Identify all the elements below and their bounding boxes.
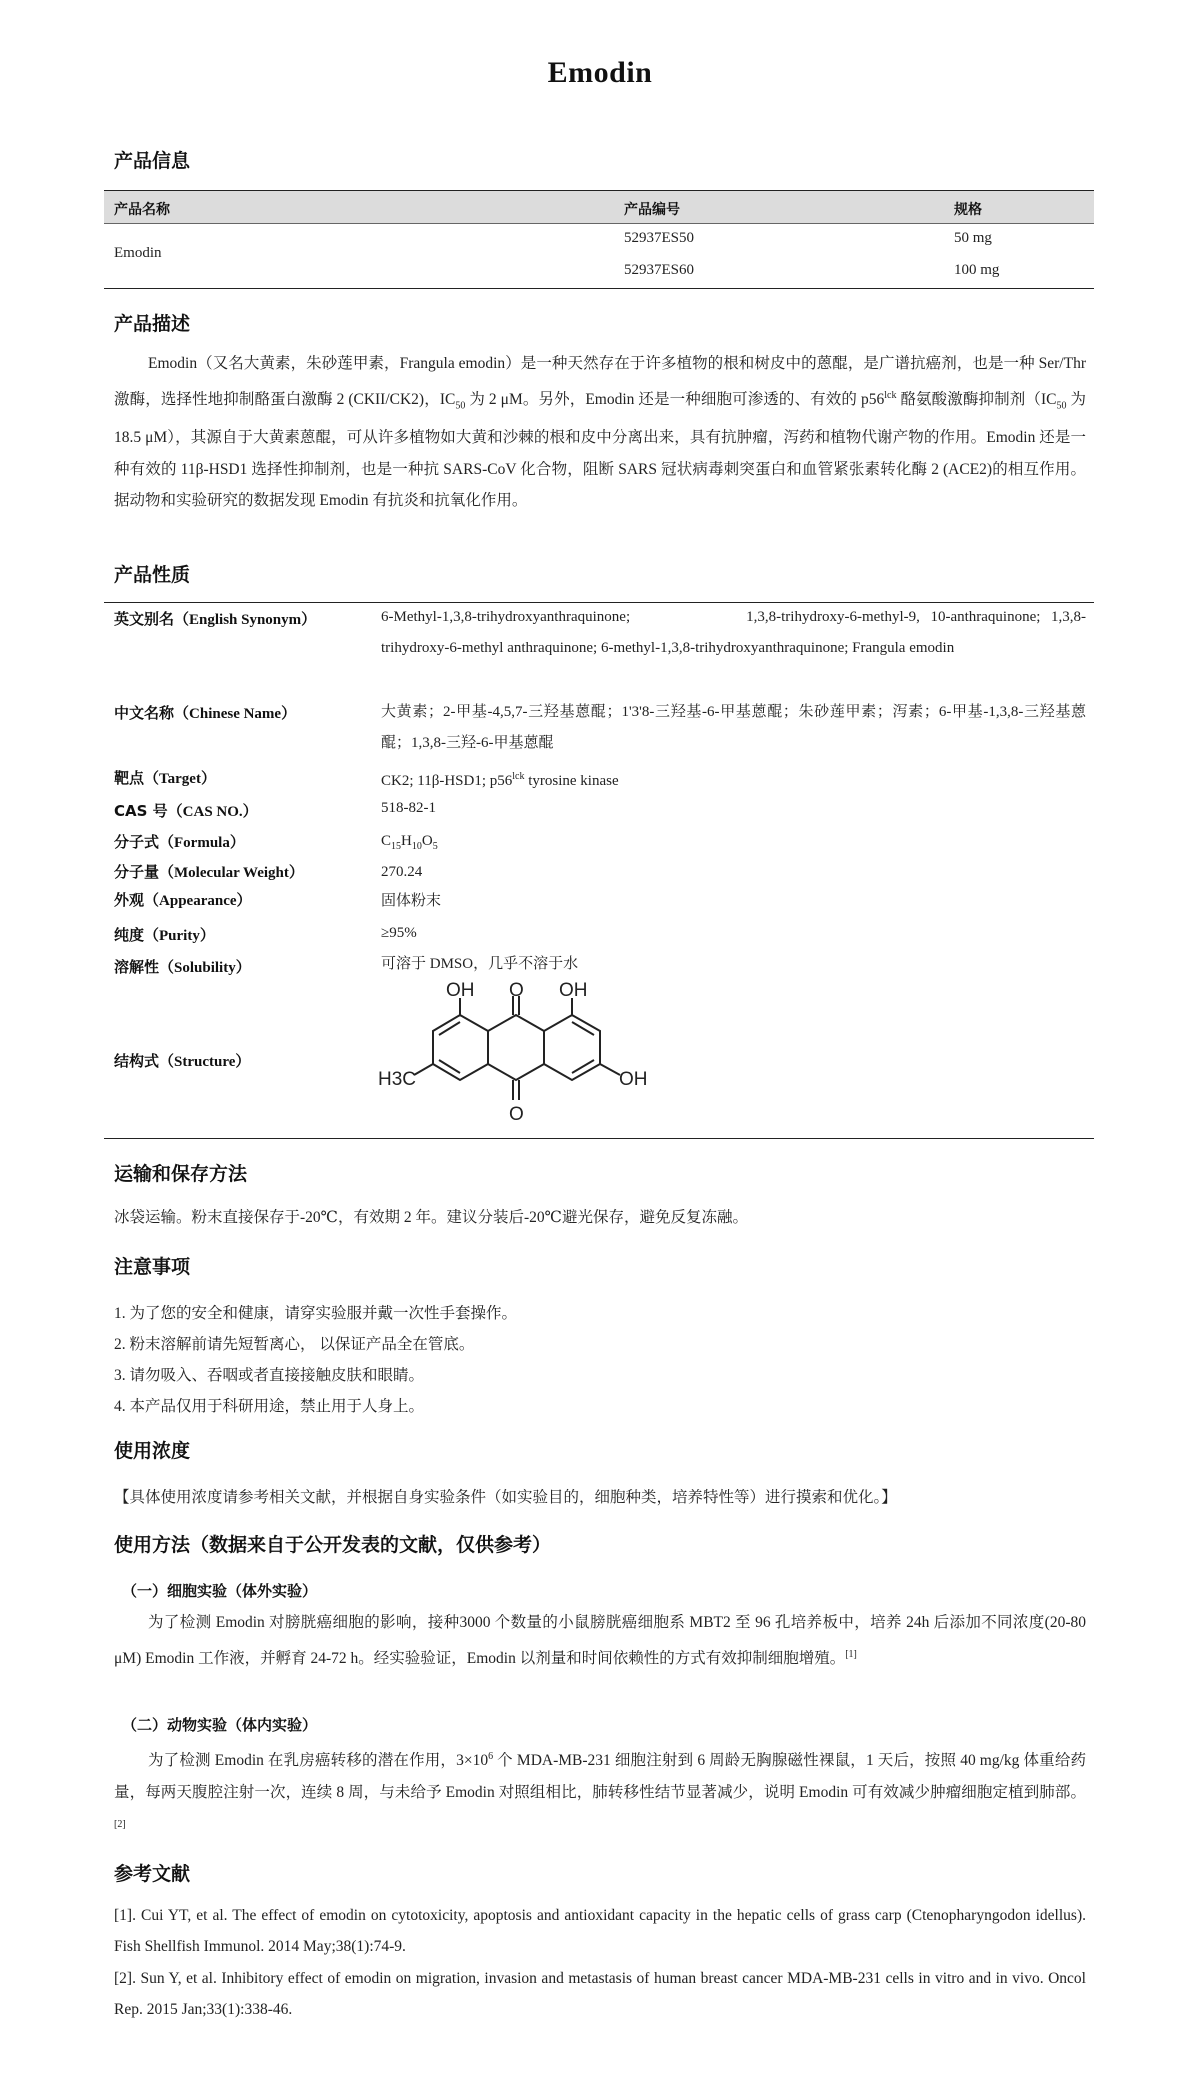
note-item-3: 3. 请勿吸入、吞咽或者直接接触皮肤和眼睛。 [114, 1367, 425, 1384]
cell-experiment-paragraph: 为了检测 Emodin 对膀胱癌细胞的影响，接种3000 个数量的小鼠膀胱癌细胞系 MBT2 至 96 孔培养板中，培养 24h 后添加不同浓度(20-80 μM) Emodin 工作液，并孵育 24-72 h。经实验验证，Emodin 以剂量和时间依赖性的方式有效抑制细胞增殖。[1] [114, 1614, 1086, 1667]
mw-label: 分子量（Molecular Weight） [114, 863, 304, 881]
note-item-2: 2. 粉末溶解前请先短暂离心， 以保证产品全在管底。 [114, 1336, 475, 1353]
concentration-text: 【具体使用浓度请参考相关文献，并根据自身实验条件（如实验目的，细胞种类，培养特性等）进行摸索和优化。】 [114, 1489, 897, 1506]
info-spec-2: 100 mg [954, 262, 1000, 278]
cas-value: 518-82-1 [381, 800, 436, 816]
mw-value: 270.24 [381, 864, 423, 880]
info-code-1: 52937ES50 [624, 230, 695, 246]
formula-value: $C_{15}H_{10}O_5$ [381, 833, 438, 852]
properties-bottom-rule [104, 1138, 1094, 1139]
info-header-spec: 规格 [954, 202, 982, 218]
description-paragraph: Emodin（又名大黄素，朱砂莲甲素，Frangula emodin）是一种天然存在于许多植物的根和树皮中的蒽醌，是广谱抗癌剂，也是一种 Ser/Thr 激酶，选择性地抑制酪蛋白激酶 2 (CKII/CK2)，$IC_{50}$ 为 2 μM。另外，Emodin 还是一种细胞可渗透的、有效的 $p56^{lck}$ 酪氨酸激酶抑制剂（$IC_{50}$ 为 18.5 μM），其源自于大黄素蒽醌，可从许多植物如大黄和沙棘的根和皮中分离出来，具有抗肿瘤，泻药和植物代谢产物的作用。Emodin 还是一种有效的 11β-HSD1 选择性抑制剂，也是一种抗 SARS-CoV 化合物，阻断 SARS 冠状病毒刺突蛋白和血管紧张素转化酶 2 (ACE2)的相互作用。据动物和实验研究的数据发现 Emodin 有抗炎和抗氧化作用。 [114, 355, 1086, 510]
cas-label: CAS 号（CAS NO.） [114, 802, 258, 820]
section-notes-heading: 注意事项 [114, 1256, 191, 1278]
reference-1: [1]. Cui YT, et al. The effect of emodin on cytotoxicity, apoptosis and antioxidant capacity in the hepatic cells of grass carp (Ctenopharyngodon idellus). Fish Shellfish Immunol. 2014 May;38(1):74-9. [114, 1907, 1086, 1955]
section-method-heading: 使用方法（数据来自于公开发表的文献，仅供参考） [114, 1534, 552, 1556]
section-product-info-heading: 产品信息 [114, 150, 191, 172]
info-header-code: 产品编号 [624, 202, 680, 218]
section-concentration-heading: 使用浓度 [114, 1440, 191, 1462]
solubility-label: 溶解性（Solubility） [114, 958, 251, 976]
structure-o-top: O [509, 982, 524, 1001]
target-value: CK2; 11β-HSD1; $p56^{lck}$ tyrosine kinase [381, 771, 619, 789]
reference-2: [2]. Sun Y, et al. Inhibitory effect of emodin on migration, invasion and metastasis of human breast cancer MDA-MB-231 cells in vitro and in vivo. Oncol Rep. 2015 Jan;33(1):338-46. [114, 1970, 1086, 2018]
structure-oh-top-left: OH [446, 982, 475, 1001]
target-label: 靶点（Target） [114, 769, 216, 787]
appearance-value: 固体粉末 [381, 893, 442, 909]
info-table-bottom-rule [104, 288, 1094, 289]
note-item-4: 4. 本产品仅用于科研用途，禁止用于人身上。 [114, 1398, 425, 1415]
info-product-name: Emodin [114, 245, 162, 261]
purity-value: ≥95% [381, 925, 417, 941]
section-references-heading: 参考文献 [114, 1863, 191, 1885]
emodin-structure-diagram [376, 982, 666, 1132]
note-item-1: 1. 为了您的安全和健康，请穿实验服并戴一次性手套操作。 [114, 1305, 518, 1322]
formula-label: 分子式（Formula） [114, 833, 245, 851]
solubility-value: 可溶于 DMSO，几乎不溶于水 [381, 956, 579, 972]
section-storage-heading: 运输和保存方法 [114, 1163, 248, 1185]
section-properties-heading: 产品性质 [114, 564, 191, 586]
structure-label: 结构式（Structure） [114, 1052, 251, 1070]
structure-o-bottom: O [509, 1104, 524, 1125]
info-header-name: 产品名称 [114, 202, 170, 218]
synonym-value: 6-Methyl-1,3,8-trihydroxyanthraquinone; 1,3,8-trihydroxy-6-methyl-9, 10-anthraquinone; 1,3,8-trihydroxy-6-methyl anthraquinone; 6-methyl-1,3,8-trihydroxyanthraquinone; Frangula emodin [381, 609, 1086, 656]
purity-label: 纯度（Purity） [114, 926, 215, 944]
structure-oh-top-right: OH [559, 982, 588, 1001]
section-description-heading: 产品描述 [114, 313, 191, 335]
chinese-name-value: 大黄素；2-甲基-4,5,7-三羟基蒽醌；1'3'8-三羟基-6-甲基蒽醌；朱砂莲甲素；泻素；6-甲基-1,3,8-三羟基蒽醌；1,3,8-三羟-6-甲基蒽醌 [381, 704, 1086, 751]
chinese-name-label: 中文名称（Chinese Name） [114, 704, 297, 722]
animal-experiment-heading: （二）动物实验（体内实验） [122, 1716, 318, 1734]
appearance-label: 外观（Appearance） [114, 891, 252, 909]
cell-experiment-heading: （一）细胞实验（体外实验） [122, 1582, 318, 1600]
structure-oh-right: OH [619, 1069, 648, 1090]
synonym-label: 英文别名（English Synonym） [114, 610, 317, 628]
info-spec-1: 50 mg [954, 230, 992, 246]
page-title: Emodin [547, 56, 653, 89]
info-code-2: 52937ES60 [624, 262, 695, 278]
structure-ch3: H3C [378, 1069, 417, 1090]
storage-text: 冰袋运输。粉末直接保存于-20℃，有效期 2 年。建议分装后-20℃避光保存，避免反复冻融。 [114, 1209, 749, 1226]
animal-experiment-paragraph: 为了检测 Emodin 在乳房癌转移的潜在作用，$3\times 10^6$ 个 MDA-MB-231 细胞注射到 6 周龄无胸腺磁性裸鼠，1 天后，按照 40 mg/kg 体重给药量，每两天腹腔注射一次，连续 8 周，与未给予 Emodin 对照组相比，肺转移性结节显著减少，说明 Emodin 可有效减少肿瘤细胞定植到肺部。[2] [114, 1751, 1087, 1830]
info-table-header [104, 190, 1094, 224]
